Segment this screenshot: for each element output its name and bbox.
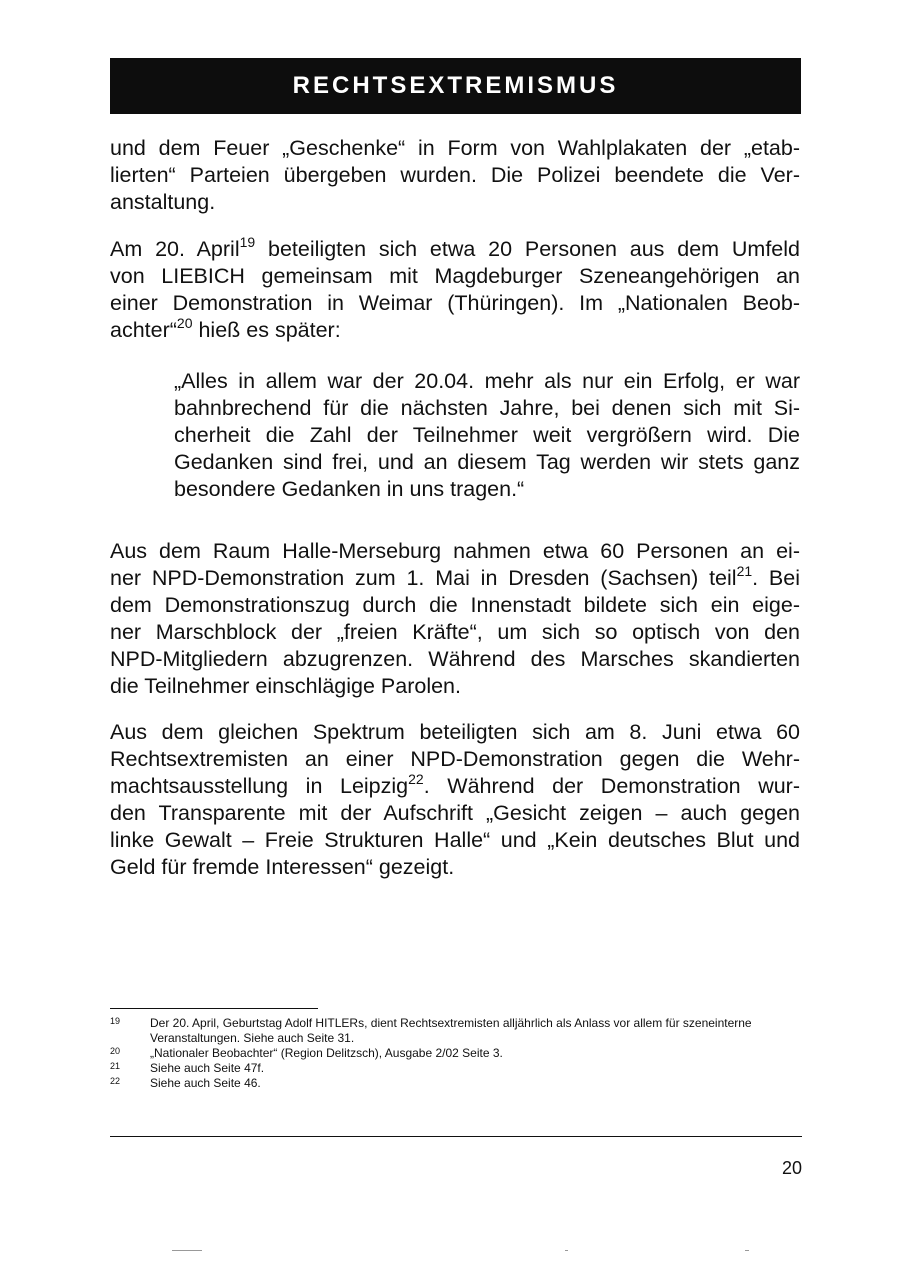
scan-artifact bbox=[172, 1250, 202, 1251]
footnote-number: 22 bbox=[110, 1076, 121, 1086]
text-line: den Transparente mit der Aufschrift „Gesicht zeigen – auch gegen bbox=[110, 801, 800, 825]
footnote-item bbox=[110, 1016, 802, 1046]
quote-line: bahnbrechend für die nächsten Jahre, bei denen sich mit Si- bbox=[174, 396, 800, 420]
text-span: hieß es später: bbox=[192, 318, 341, 342]
quote-line: Gedanken sind frei, und an diesem Tag werden wir stets ganz bbox=[174, 450, 800, 474]
text-line bbox=[110, 565, 800, 592]
footnote-item bbox=[110, 1061, 802, 1076]
chapter-header bbox=[110, 58, 801, 114]
text-span: . Während der Demonstration wur- bbox=[423, 774, 801, 798]
text-line: und dem Feuer „Geschenke“ in Form von Wahlplakaten der „etab- bbox=[110, 136, 800, 160]
footnotes bbox=[110, 1016, 802, 1091]
text-span: machtsausstellung in Leipzig bbox=[110, 774, 409, 798]
text-line: dem Demonstrationszug durch die Innenstadt bildete sich ein eige- bbox=[110, 593, 800, 617]
text-line bbox=[110, 236, 800, 263]
page-footer-rule bbox=[110, 1136, 802, 1137]
footnote-ref: 20 bbox=[176, 315, 193, 331]
footnote-text: Der 20. April, Geburtstag Adolf HITLERs, dient Rechtsextremisten alljährlich als Anlass vor allem für szeneinterne Veranstaltungen. Siehe auch Seite 31. bbox=[150, 1016, 752, 1045]
chapter-title: RECHTSEXTREMISMUS bbox=[292, 72, 619, 99]
footnote-number: 21 bbox=[110, 1061, 121, 1071]
footnote-ref: 21 bbox=[736, 563, 753, 579]
text-line: die Teilnehmer einschlägige Parolen. bbox=[110, 674, 461, 698]
text-line: von LIEBICH gemeinsam mit Magdeburger Szeneangehörigen an bbox=[110, 264, 800, 288]
quotation bbox=[174, 368, 800, 503]
paragraph-2 bbox=[110, 236, 800, 344]
paragraph-3 bbox=[110, 538, 800, 700]
text-span: . Bei bbox=[752, 566, 800, 590]
text-line: lierten“ Parteien übergeben wurden. Die Polizei beendete die Ver- bbox=[110, 163, 800, 187]
text-line bbox=[110, 317, 800, 344]
text-line: ner Marschblock der „freien Kräfte“, um sich so optisch von den bbox=[110, 620, 800, 644]
scan-artifact bbox=[745, 1250, 749, 1251]
quote-line: cherheit die Zahl der Teilnehmer weit vergrößern wird. Die bbox=[174, 423, 800, 447]
text-line: einer Demonstration in Weimar (Thüringen). Im „Nationalen Beob- bbox=[110, 291, 800, 315]
text-line: Aus dem Raum Halle-Merseburg nahmen etwa 60 Personen an ei- bbox=[110, 539, 800, 563]
paragraph-4 bbox=[110, 719, 800, 881]
footnote-number: 20 bbox=[110, 1046, 121, 1056]
text-span: achter“ bbox=[110, 318, 177, 342]
text-line bbox=[110, 773, 800, 800]
text-line: Aus dem gleichen Spektrum beteiligten sich am 8. Juni etwa 60 bbox=[110, 720, 800, 744]
page-number: 20 bbox=[781, 1158, 802, 1178]
footnote-item bbox=[110, 1046, 802, 1061]
footnote-text: Siehe auch Seite 47f. bbox=[150, 1061, 265, 1075]
footnote-number: 19 bbox=[110, 1016, 121, 1026]
text-line: Geld für fremde Interessen“ gezeigt. bbox=[110, 855, 455, 879]
paragraph-1 bbox=[110, 135, 800, 216]
text-line: Rechtsextremisten an einer NPD-Demonstration gegen die Wehr- bbox=[110, 747, 800, 771]
scan-artifact bbox=[565, 1250, 568, 1251]
footnote-text: Siehe auch Seite 46. bbox=[150, 1076, 261, 1090]
quote-line: „Alles in allem war der 20.04. mehr als nur ein Erfolg, er war bbox=[174, 369, 800, 393]
text-span: Am 20. April bbox=[110, 237, 240, 261]
text-line: NPD-Mitgliedern abzugrenzen. Während des Marsches skandierten bbox=[110, 647, 800, 671]
text-line: anstaltung. bbox=[110, 190, 216, 214]
footnote-item bbox=[110, 1076, 802, 1091]
footnote-text: „Nationaler Beobachter“ (Region Delitzsch), Ausgabe 2/02 Seite 3. bbox=[150, 1046, 503, 1060]
text-span: beteiligten sich etwa 20 Personen aus dem Umfeld bbox=[268, 237, 800, 261]
text-line: linke Gewalt – Freie Strukturen Halle“ und „Kein deutsches Blut und bbox=[110, 828, 800, 852]
footnote-divider bbox=[110, 1008, 318, 1009]
footnote-ref: 22 bbox=[408, 771, 424, 787]
quote-line: besondere Gedanken in uns tragen.“ bbox=[174, 477, 525, 501]
text-span: ner NPD-Demonstration zum 1. Mai in Dresden (Sachsen) teil bbox=[110, 566, 737, 590]
footnote-ref: 19 bbox=[239, 234, 256, 250]
